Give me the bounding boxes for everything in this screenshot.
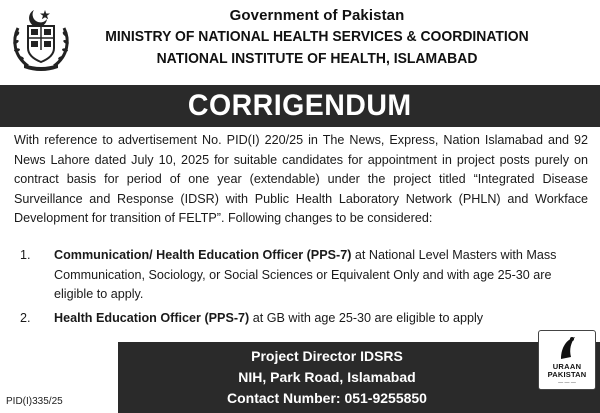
changes-list — [14, 246, 588, 332]
contact-number: Contact Number: 051-9255850 — [227, 390, 427, 406]
reference-number: PID(I)335/25 — [6, 396, 63, 407]
institute-title: NATIONAL INSTITUTE OF HEALTH, ISLAMABAD — [156, 50, 478, 67]
list-item-number: 1. — [20, 248, 31, 262]
ministry-title: MINISTRY OF NATIONAL HEALTH SERVICES & COORDINATION — [105, 28, 529, 45]
uraan-pakistan-logo — [538, 330, 596, 390]
title-banner — [0, 85, 600, 127]
logo-tagline-mark: — — — — [558, 380, 576, 386]
issuing-authority — [74, 6, 560, 70]
state-emblem-icon — [8, 6, 74, 72]
notice-paragraph: With reference to advertisement No. PID(I) 220/25 in The News, Express, Nation Islamabad and 92 News Lahore dated July 10, 2025 for suitable candidates for appointment in project posts purely on contract basis for period of one year (extendable) under the project titled “Integrated Disease Surveillance and Response (IDSR) with Public Health Laboratory Network (PHLN) and Workface Development for transition of FELTP”. Following changes to be considered: — [14, 133, 588, 226]
government-title: Government of Pakistan — [229, 7, 405, 24]
address: NIH, Park Road, Islamabad — [238, 369, 416, 385]
notice-header — [0, 0, 600, 78]
post-detail: at GB with age 25-30 are eligible to apply — [249, 310, 484, 325]
logo-word-1: URAAN — [552, 362, 582, 371]
post-title: Communication/ Health Education Officer (PPS-7) — [54, 248, 352, 262]
notice-title: CORRIGENDUM — [188, 89, 412, 122]
list-item — [14, 246, 588, 305]
contact-block — [118, 346, 536, 409]
list-item — [14, 309, 588, 329]
contact-footer — [0, 342, 600, 413]
post-detail: at National Level Masters with Mass Communication, Sociology, or Social Sciences or Equivalent Only and with age 25-30 are eligible to apply. — [54, 248, 557, 302]
list-item-text — [54, 309, 588, 329]
list-item-number: 2. — [20, 310, 31, 325]
logo-word-2: PAKISTAN — [547, 370, 587, 379]
uraan-bird-icon — [559, 335, 577, 361]
list-item-text — [54, 246, 588, 305]
footer-reference-area — [0, 342, 118, 413]
post-title: Health Education Officer (PPS-7) — [54, 310, 250, 325]
designation: Project Director IDSRS — [251, 348, 403, 364]
